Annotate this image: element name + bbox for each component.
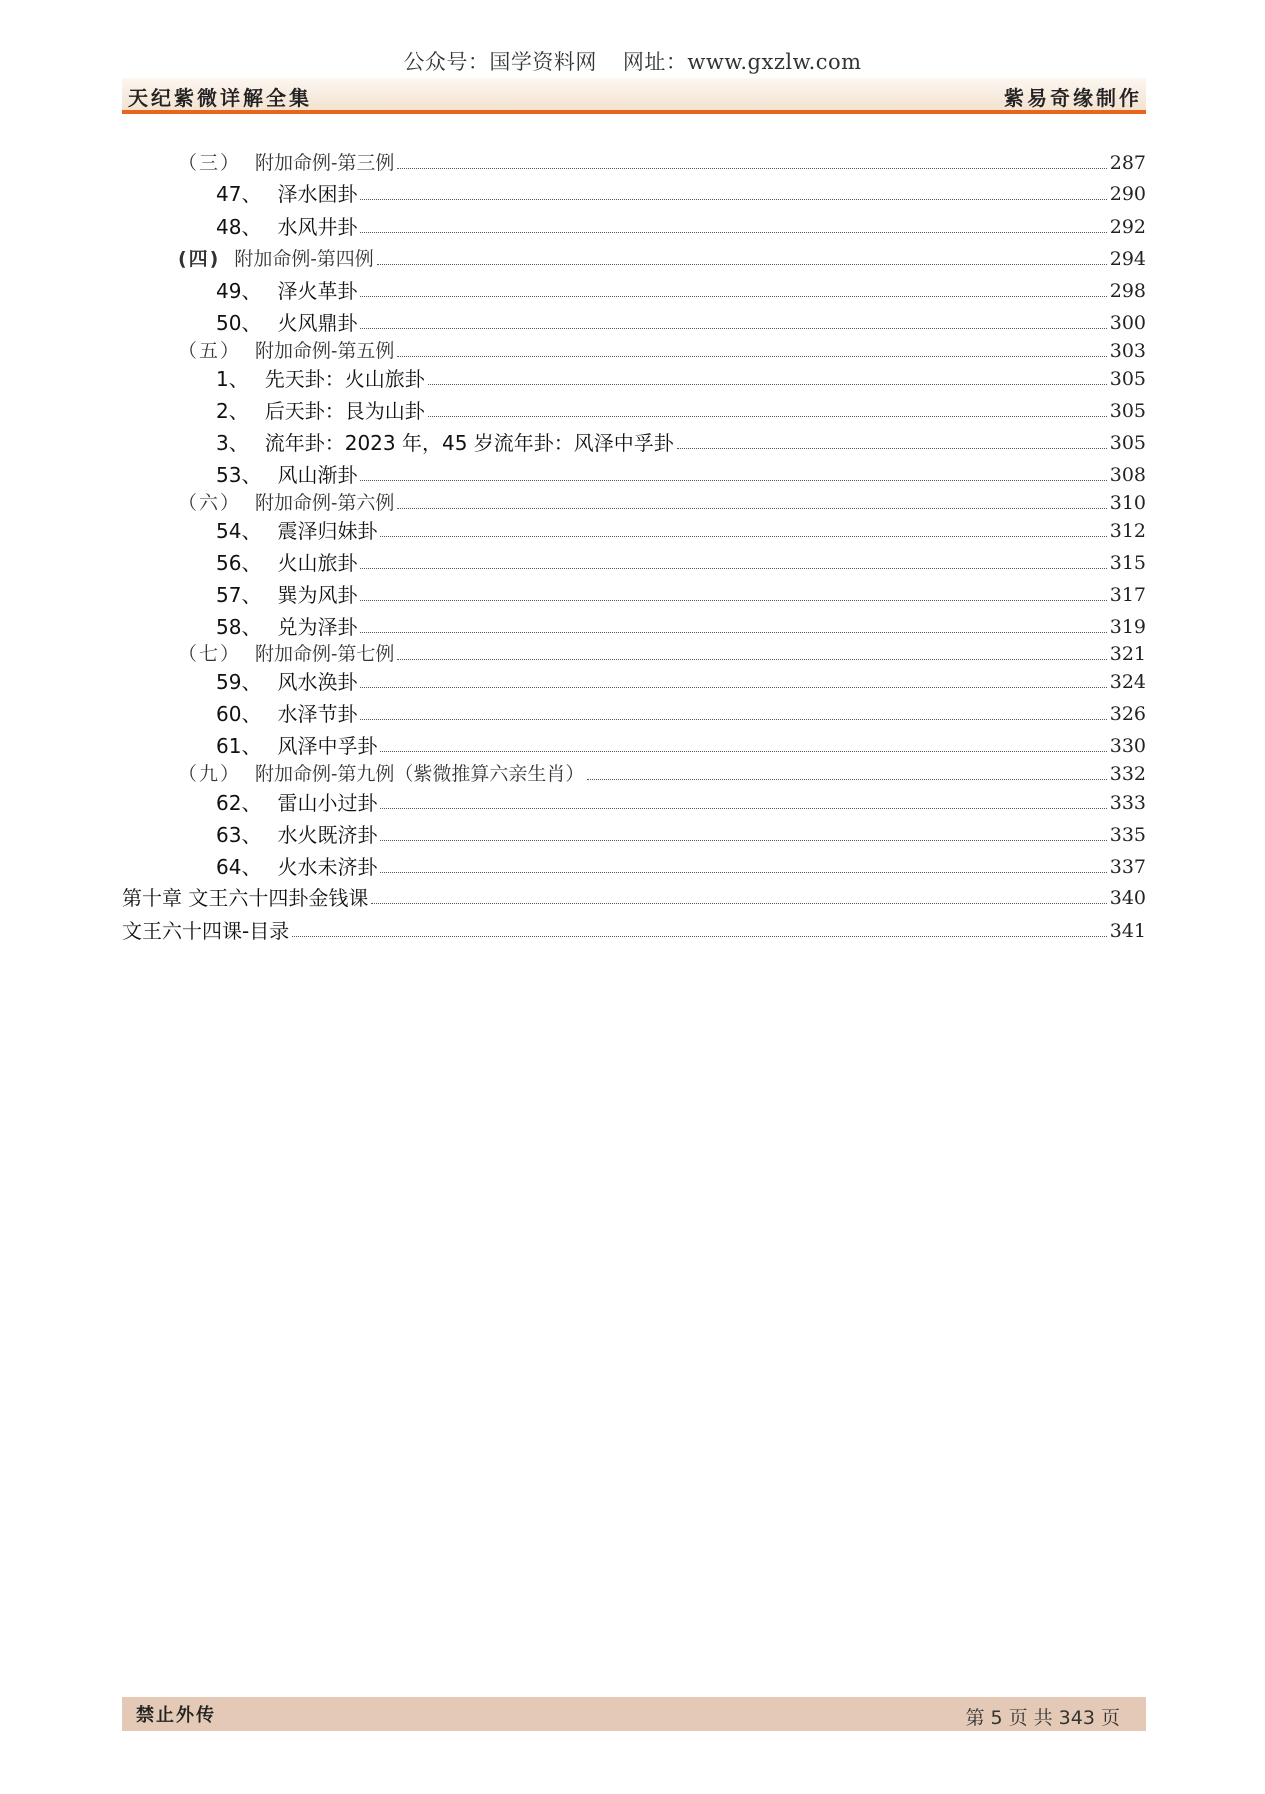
- toc-entry[interactable]: [122, 639, 1146, 665]
- toc-page-number: 333: [1109, 792, 1146, 814]
- toc-entry[interactable]: [122, 699, 1146, 725]
- dot-leader: [360, 687, 1106, 688]
- toc-entry-label: [122, 824, 377, 846]
- toc-entry-label: [122, 464, 357, 486]
- toc-entry-label: [122, 552, 357, 574]
- toc-entry[interactable]: [122, 731, 1146, 757]
- section-number: （六）: [178, 492, 242, 514]
- dot-leader: [380, 536, 1106, 537]
- dot-leader: [380, 808, 1106, 809]
- dot-leader: [587, 779, 1106, 780]
- item-number: 53、: [216, 463, 262, 487]
- toc-entry-label: [122, 492, 394, 514]
- toc-entry-label: [122, 856, 377, 878]
- toc-page-number: 340: [1109, 887, 1146, 909]
- toc-entry-label: [122, 248, 374, 270]
- toc-entry-label: [122, 216, 357, 238]
- item-number: 48、: [216, 215, 262, 239]
- toc-entry-label: [122, 340, 394, 362]
- toc-entry-label: [122, 152, 394, 174]
- toc-entry-title: 附加命例-第四例: [234, 248, 374, 270]
- toc-entry[interactable]: [122, 276, 1146, 302]
- toc-entry-label: [122, 643, 394, 665]
- toc-entry[interactable]: [122, 212, 1146, 238]
- dot-leader: [360, 568, 1106, 569]
- toc-entry-title: 火水未济卦: [277, 855, 378, 879]
- toc-entry[interactable]: [122, 788, 1146, 814]
- section-number: （九）: [178, 763, 242, 785]
- dot-leader: [397, 356, 1106, 357]
- toc-entry-title: 泽水困卦: [277, 182, 358, 206]
- dot-leader: [360, 328, 1106, 329]
- toc-page-number: 298: [1109, 280, 1146, 302]
- toc-entry[interactable]: [122, 244, 1146, 270]
- section-number: (四): [178, 248, 221, 270]
- item-number: 3、: [216, 431, 249, 455]
- toc-entry-title: 风泽中孚卦: [277, 734, 378, 758]
- section-number: （七）: [178, 643, 242, 665]
- dot-leader: [360, 719, 1106, 720]
- toc-entry-title: 水泽节卦: [277, 702, 358, 726]
- item-number: 58、: [216, 615, 262, 639]
- section-number: （五）: [178, 340, 242, 362]
- toc-page-number: 319: [1109, 616, 1146, 638]
- dot-leader: [292, 936, 1107, 937]
- toc-entry[interactable]: [122, 148, 1146, 174]
- toc-entry-label: [122, 887, 368, 909]
- toc-entry-title: 附加命例-第五例: [255, 340, 395, 362]
- toc-page-number: 335: [1109, 824, 1146, 846]
- toc-entry-title: 附加命例-第九例（紫微推算六亲生肖）: [255, 763, 585, 785]
- dot-leader: [428, 384, 1107, 385]
- toc-entry-label: [122, 432, 674, 454]
- toc-entry[interactable]: [122, 364, 1146, 390]
- toc-entry[interactable]: [122, 916, 1146, 942]
- toc-page-number: 341: [1109, 920, 1146, 942]
- site-label: 网址：www.gxzlw.com: [622, 50, 862, 74]
- toc-page-number: 337: [1109, 856, 1146, 878]
- dot-leader: [397, 659, 1106, 660]
- toc-entry[interactable]: [122, 428, 1146, 454]
- dot-leader: [360, 296, 1106, 297]
- toc-page-number: 317: [1109, 584, 1146, 606]
- toc-entry[interactable]: [122, 612, 1146, 638]
- toc-page-number: 303: [1109, 340, 1146, 362]
- dot-leader: [360, 480, 1106, 481]
- toc-entry[interactable]: [122, 580, 1146, 606]
- producer-label: 紫易奇缘制作: [1004, 86, 1142, 110]
- toc-page-number: 287: [1109, 152, 1146, 174]
- item-number: 1、: [216, 367, 249, 391]
- toc-entry-label: [122, 703, 357, 725]
- dot-leader: [677, 448, 1107, 449]
- toc-entry-title: 火风鼎卦: [277, 311, 358, 335]
- item-number: 61、: [216, 734, 262, 758]
- toc-page-number: 310: [1109, 492, 1146, 514]
- toc-entry[interactable]: [122, 396, 1146, 422]
- item-number: 49、: [216, 279, 262, 303]
- toc-entry-label: [122, 763, 584, 785]
- toc-entry[interactable]: [122, 548, 1146, 574]
- toc-entry-title: 泽火革卦: [277, 279, 358, 303]
- site-watermark: [0, 46, 1265, 76]
- dot-leader: [360, 232, 1106, 233]
- toc-entry-title: 水火既济卦: [277, 823, 378, 847]
- dot-leader: [380, 751, 1106, 752]
- dot-leader: [360, 199, 1106, 200]
- section-number: （三）: [178, 152, 242, 174]
- toc-entry-title: 后天卦：艮为山卦: [264, 399, 425, 423]
- dot-leader: [377, 264, 1107, 265]
- toc-entry-title: 震泽归妹卦: [277, 519, 378, 543]
- toc-page-number: 315: [1109, 552, 1146, 574]
- toc-entry-title: 先天卦：火山旅卦: [264, 367, 425, 391]
- toc-entry-title: 流年卦：2023 年，45 岁流年卦：风泽中孚卦: [264, 431, 674, 455]
- item-number: 56、: [216, 551, 262, 575]
- item-number: 62、: [216, 791, 262, 815]
- page-header: [122, 78, 1146, 114]
- footer-notice: 禁止外传: [136, 1705, 216, 1726]
- toc-page-number: 330: [1109, 735, 1146, 757]
- item-number: 47、: [216, 182, 262, 206]
- toc-entry-label: [122, 368, 425, 390]
- toc-entry-label: [122, 400, 425, 422]
- item-number: 54、: [216, 519, 262, 543]
- toc-entry[interactable]: [122, 667, 1146, 693]
- item-number: 59、: [216, 670, 262, 694]
- toc-page-number: 305: [1109, 400, 1146, 422]
- toc-entry-title: 巽为风卦: [277, 583, 358, 607]
- toc-page-number: 332: [1109, 763, 1146, 785]
- toc-entry-label: [122, 312, 357, 334]
- dot-leader: [397, 168, 1106, 169]
- toc-entry[interactable]: [122, 336, 1146, 362]
- toc-entry[interactable]: [122, 516, 1146, 542]
- toc-entry-title: 风水涣卦: [277, 670, 358, 694]
- item-number: 64、: [216, 855, 262, 879]
- toc-page-number: 326: [1109, 703, 1146, 725]
- toc-entry[interactable]: [122, 820, 1146, 846]
- toc-page-number: 324: [1109, 671, 1146, 693]
- page-footer: [122, 1697, 1146, 1731]
- toc-entry[interactable]: [122, 759, 1146, 785]
- item-number: 2、: [216, 399, 249, 423]
- toc-entry-title: 火山旅卦: [277, 551, 358, 575]
- item-number: 50、: [216, 311, 262, 335]
- toc-page-number: 290: [1109, 183, 1146, 205]
- toc-entry-title: 风山渐卦: [277, 463, 358, 487]
- toc-entry-title: 文王六十四课-目录: [122, 919, 290, 943]
- dot-leader: [360, 600, 1106, 601]
- toc-page-number: 300: [1109, 312, 1146, 334]
- toc-entry[interactable]: [122, 488, 1146, 514]
- toc-entry-title: 兑为泽卦: [277, 615, 358, 639]
- item-number: 63、: [216, 823, 262, 847]
- toc-entry-title: 水风井卦: [277, 215, 358, 239]
- dot-leader: [360, 632, 1106, 633]
- dot-leader: [428, 416, 1107, 417]
- toc-entry[interactable]: [122, 179, 1146, 205]
- toc-entry-title: 附加命例-第三例: [255, 152, 395, 174]
- account-label: 公众号：国学资料网: [403, 50, 597, 74]
- toc-page-number: 294: [1109, 248, 1146, 270]
- toc-entry-label: [122, 735, 377, 757]
- toc-page-number: 312: [1109, 520, 1146, 542]
- book-title: 天纪紫微详解全集: [128, 86, 312, 110]
- toc-page-number: 321: [1109, 643, 1146, 665]
- toc-entry-label: [122, 280, 357, 302]
- toc-entry-title: 雷山小过卦: [277, 791, 378, 815]
- toc-page-number: 292: [1109, 216, 1146, 238]
- item-number: 60、: [216, 702, 262, 726]
- toc-page-number: 305: [1109, 368, 1146, 390]
- dot-leader: [380, 872, 1106, 873]
- toc-entry-label: [122, 183, 357, 205]
- toc-entry-label: [122, 671, 357, 693]
- page-number: 第 5 页 共 343 页: [965, 1707, 1120, 1729]
- toc-entry-label: [122, 584, 357, 606]
- toc-entry[interactable]: [122, 460, 1146, 486]
- toc-page-number: 305: [1109, 432, 1146, 454]
- toc-entry-title: 附加命例-第六例: [255, 492, 395, 514]
- toc-entry-label: [122, 792, 377, 814]
- toc-page-number: 308: [1109, 464, 1146, 486]
- toc-entry-label: [122, 520, 377, 542]
- dot-leader: [397, 508, 1106, 509]
- toc-entry[interactable]: [122, 883, 1146, 909]
- toc-entry-label: [122, 616, 357, 638]
- toc-entry[interactable]: [122, 852, 1146, 878]
- toc-entry-title: 附加命例-第七例: [255, 643, 395, 665]
- dot-leader: [371, 903, 1106, 904]
- toc-entry-label: [122, 920, 289, 942]
- toc-entry[interactable]: [122, 308, 1146, 334]
- toc-entry-title: 第十章 文王六十四卦金钱课: [122, 886, 369, 910]
- dot-leader: [380, 840, 1106, 841]
- item-number: 57、: [216, 583, 262, 607]
